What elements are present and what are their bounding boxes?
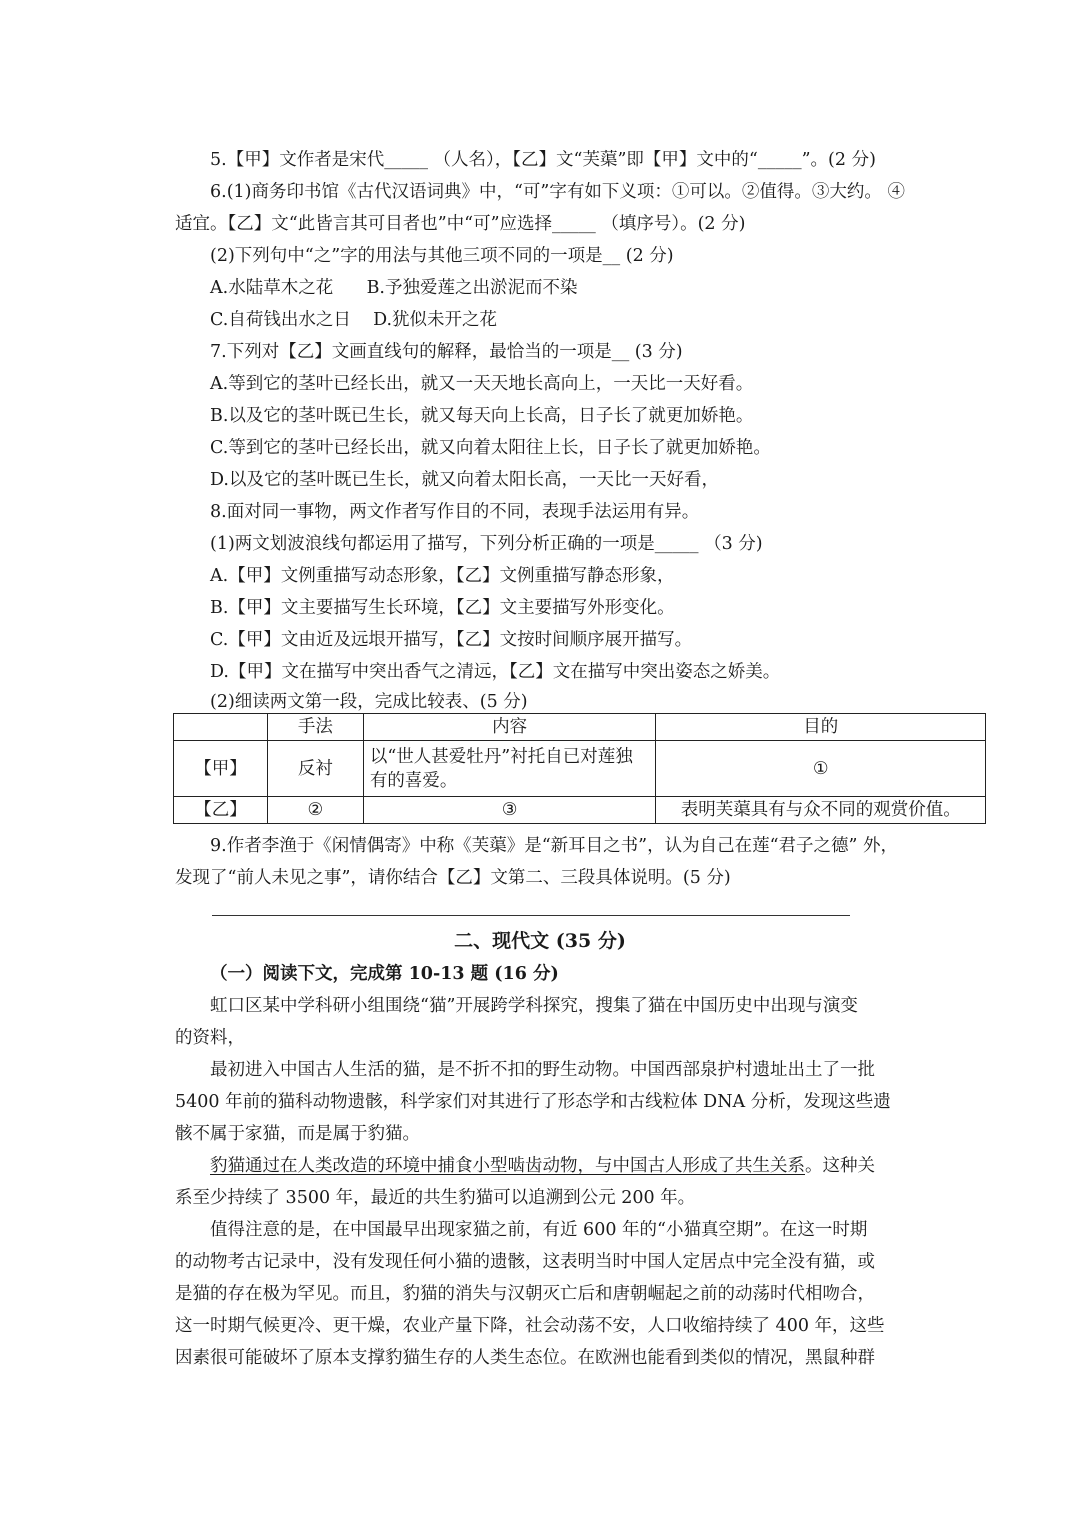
question-8-option-d: D.【甲】文在描写中突出香气之清远，【乙】文在描写中突出姿态之娇美。	[210, 662, 781, 682]
question-7-option-c: C.等到它的茎叶已经长出，就又向着太阳往上长，日子长了就更加娇艳。	[210, 438, 771, 458]
paragraph-4-line3: 是猫的存在极为罕见。而且，豹猫的消失与汉朝灭亡后和唐朝崛起之前的动荡时代相吻合，	[175, 1284, 875, 1304]
table-cell: 表明芙蕖具有与众不同的观赏价值。	[656, 797, 986, 824]
paragraph-1-line1: 虹口区某中学科研小组围绕“猫”开展跨学科探究，搜集了猫在中国历史中出现与演变	[210, 996, 858, 1016]
question-5: 5.【甲】文作者是宋代_____ （人名），【乙】文“芙蕖”即【甲】文中的“_____”。(2 分)	[210, 150, 876, 170]
table-cell: 反衬	[267, 741, 363, 797]
table-cell: ①	[656, 741, 986, 797]
table-header-cell: 目的	[656, 714, 986, 741]
question-8-option-b: B.【甲】文主要描写生长环境，【乙】文主要描写外形变化。	[210, 598, 675, 618]
paragraph-3-line1	[210, 1154, 950, 1178]
question-8-1: (1)两文划波浪线句都运用了描写，下列分析正确的一项是_____ （3 分)	[210, 534, 763, 554]
question-6-1-line2: 适宜。【乙】文“此皆言其可目者也”中“可”应选择_____ （填序号）。(2 分)	[175, 214, 746, 234]
paragraph-3-line2: 系至少持续了 3500 年，最近的共生豹猫可以追溯到公元 200 年。	[175, 1188, 696, 1208]
question-6-1-line1: 6.(1)商务印书馆《古代汉语词典》中，“可”字有如下义项：①可以。②值得。③大约。 ④	[210, 182, 905, 202]
question-7-option-a: A.等到它的茎叶已经长出，就又一天天地长高向上，一天比一天好看。	[210, 374, 754, 394]
paragraph-2-line2: 5400 年前的猫科动物遗骸，科学家们对其进行了形态学和古线粒体 DNA 分析，发现这些遗	[175, 1092, 891, 1112]
question-8-option-c: C.【甲】文由近及远垠开描写，【乙】文按时间顺序展开描写。	[210, 630, 693, 650]
question-6-2: (2)下列句中“之”字的用法与其他三项不同的一项是__ (2 分)	[210, 246, 674, 266]
table-header-cell: 手法	[267, 714, 363, 741]
table-row	[174, 797, 986, 824]
subsection-title: （一）阅读下文，完成第 10-13 题 (16 分)	[210, 964, 559, 984]
paragraph-4-line2: 的动物考古记录中，没有发现任何小猫的遗骸，这表明当时中国人定居点中完全没有猫，或	[175, 1252, 875, 1272]
section-divider	[212, 915, 850, 916]
question-7: 7.下列对【乙】文画直线句的解释，最恰当的一项是__ (3 分)	[210, 342, 683, 362]
paragraph-2-line1: 最初进入中国古人生活的猫，是不折不扣的野生动物。中国西部泉护村遗址出土了一批	[210, 1060, 875, 1080]
underlined-sentence: 豹猫通过在人类改造的环境中捕食小型啮齿动物，与中国古人形成了共生关系	[210, 1156, 805, 1176]
paragraph-4-line4: 这一时期气候更冷、更干燥，农业产量下降，社会动荡不安，人口收缩持续了 400 年，这些	[175, 1316, 885, 1336]
paragraph-4-line1: 值得注意的是，在中国最早出现家猫之前，有近 600 年的“小猫真空期”。在这一时期	[210, 1220, 868, 1240]
paragraph-2-line3: 骸不属于家猫，而是属于豹猫。	[175, 1124, 420, 1144]
section-title: 二、现代文 (35 分)	[454, 930, 626, 952]
question-9-line1: 9.作者李渔于《闲情偶寄》中称《芙蕖》是“新耳目之书”，认为自己在莲“君子之德” 外，	[210, 836, 899, 856]
table-cell: 【乙】	[174, 797, 268, 824]
table-cell: 【甲】	[174, 741, 268, 797]
table-header-row	[174, 714, 986, 741]
question-7-option-b: B.以及它的茎叶既已生长，就又每天向上长高，日子长了就更加娇艳。	[210, 406, 754, 426]
question-7-option-d: D.以及它的茎叶既已生长，就又向着太阳长高，一天比一天好看，	[210, 470, 719, 490]
question-8: 8.面对同一事物，两文作者写作目的不同，表现手法运用有异。	[210, 502, 700, 522]
paragraph-1-line2: 的资料，	[175, 1028, 245, 1048]
question-8-option-a: A.【甲】文例重描写动态形象，【乙】文例重描写静态形象，	[210, 566, 675, 586]
question-6-2-options-cd: C.自荷钱出水之日 D.犹似未开之花	[210, 310, 498, 330]
paragraph-4-line5: 因素很可能破坏了原本支撑豹猫生存的人类生态位。在欧洲也能看到类似的情况，黑鼠种群	[175, 1348, 875, 1368]
comparison-table	[173, 713, 986, 824]
table-cell: ②	[267, 797, 363, 824]
question-8-2: (2)细读两文第一段，完成比较表、(5 分)	[210, 692, 528, 712]
table-cell: ③	[363, 797, 656, 824]
table-header-cell: 内容	[363, 714, 656, 741]
question-6-2-options-ab: A.水陆草木之花 B.予独爱莲之出淤泥而不染	[210, 278, 578, 298]
table-cell: 以“世人甚爱牡丹”衬托自已对莲独有的喜爱。	[363, 741, 656, 797]
paragraph-3-line1-rest: 。这种关	[805, 1156, 875, 1176]
question-9-line2: 发现了“前人未见之事”，请你结合【乙】文第二、三段具体说明。(5 分)	[175, 868, 731, 888]
table-header-cell	[174, 714, 268, 741]
table-row	[174, 741, 986, 797]
